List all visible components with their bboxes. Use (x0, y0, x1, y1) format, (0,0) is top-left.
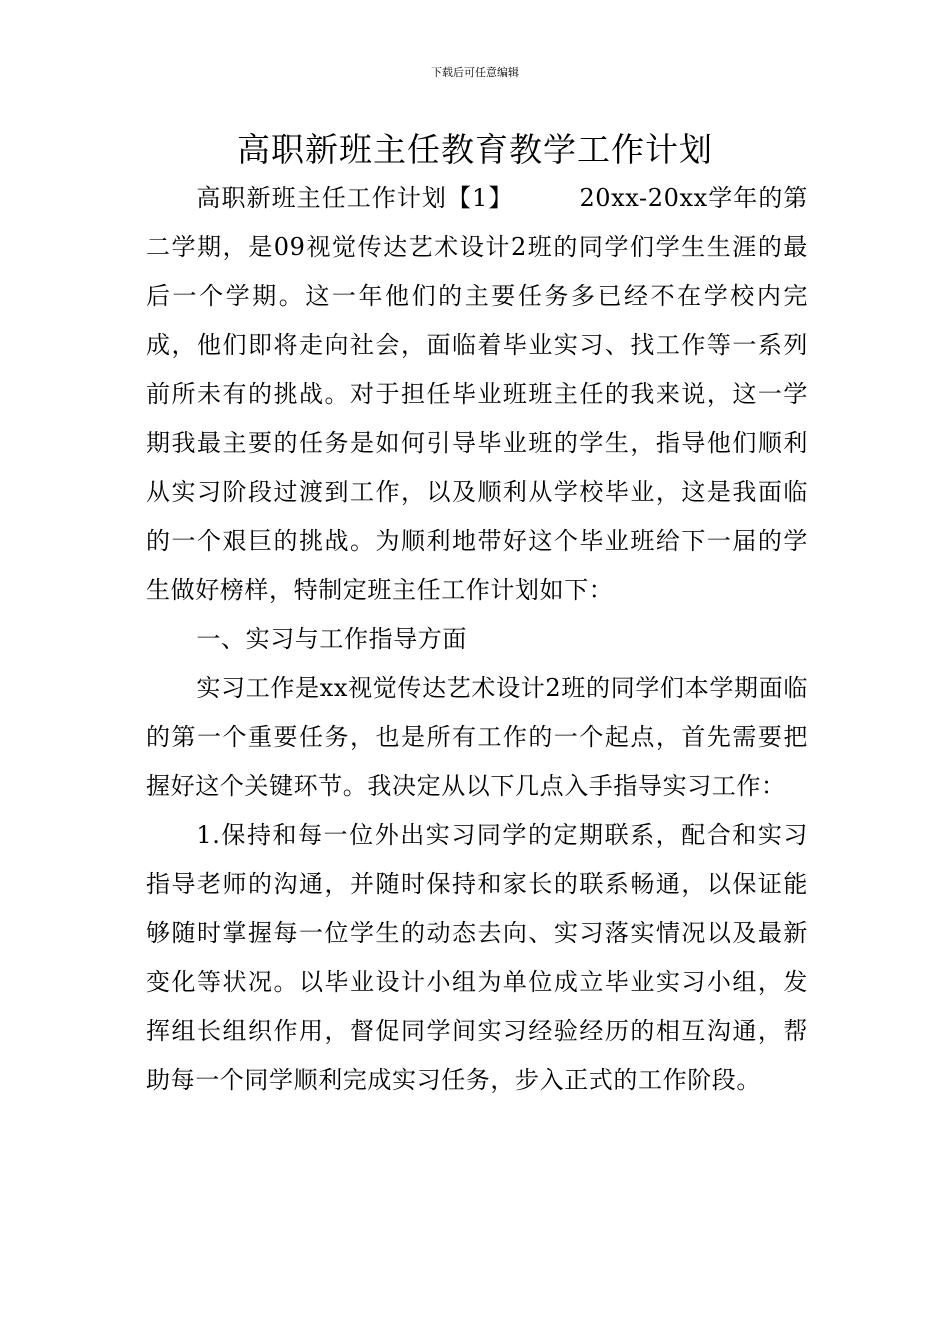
section-heading: 一、实习与工作指导方面 (196, 625, 467, 653)
document-title: 高职新班主任教育教学工作计划 (237, 130, 713, 169)
header-note: 下载后可任意编辑 (431, 66, 519, 79)
intro-heading: 高职新班主任工作计划【1】 (196, 184, 514, 212)
paragraph-intro (146, 174, 808, 615)
paragraph: 1.保持和每一位外出实习同学的定期联系，配合和实习指导老师的沟通，并随时保持和家长的联系畅通，以保证能够随时掌握每一位学生的动态去向、实习落实情况以及最新变化等状况。以毕业设计小组为单位成立毕业实习小组，发挥组长组织作用，督促同学间实习经验经历的相互沟通，帮助每一个同学顺利完成实习任务，步入正式的工作阶段。 (146, 821, 808, 1094)
paragraph-text: 20xx-20xx学年的第二学期，是09视觉传达艺术设计2班的同学们学生生涯的最后一个学期。这一年他们的主要任务多已经不在学校内完成，他们即将走向社会，面临着毕业实习、找工作等一系列前所未有的挑战。对于担任毕业班班主任的我来说，这一学期我最主要的任务是如何引导毕业班的学生，指导他们顺利从实习阶段过渡到工作，以及顺利从学校毕业，这是我面临的一个艰巨的挑战。为顺利地带好这个毕业班给下一届的学生做好榜样，特制定班主任工作计划如下： (146, 184, 808, 604)
paragraph: 实习工作是xx视觉传达艺术设计2班的同学们本学期面临的第一个重要任务，也是所有工作的一个起点，首先需要把握好这个关键环节。我决定从以下几点入手指导实习工作： (146, 674, 808, 800)
document-body (146, 174, 808, 1105)
